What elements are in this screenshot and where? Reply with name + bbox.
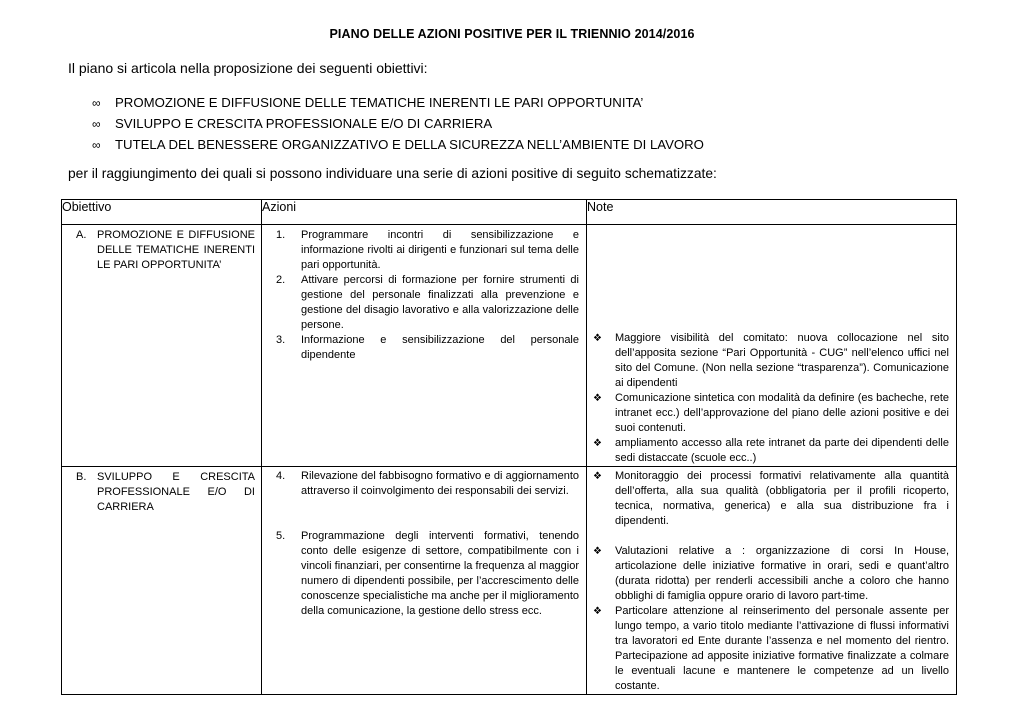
note-item xyxy=(587,331,956,391)
header-notes: Note xyxy=(587,200,957,225)
note-text: ampliamento accesso alla rete intranet da parte dei dipendenti delle sedi distaccate (scuole ecc..) xyxy=(615,437,949,464)
action-text: Attivare percorsi di formazione per fornire strumenti di gestione del personale finalizzati alla prevenzione e gestione del disagio lavorativo e alla valorizzazione delle persone. xyxy=(301,274,579,331)
actions-cell xyxy=(262,467,587,695)
note-text: Valutazioni relative a : organizzazione di corsi In House, articolazione delle iniziative formative in orari, sedi e quant’altro (durata ridotta) per renderli accessibili anche a coloro che hanno obblighi di famiglia oppure orario di lavoro part-time. xyxy=(615,545,949,602)
table-row xyxy=(62,225,957,467)
infinity-bullet-icon: ∞ xyxy=(92,138,101,152)
action-number: 4. xyxy=(276,470,286,482)
objective-text: PROMOZIONE E DIFFUSIONE DELLE TEMATICHE INERENTI LE PARI OPPORTUNITA’ xyxy=(97,229,255,271)
diamond-bullet-icon: ❖ xyxy=(593,606,602,617)
table-header-row xyxy=(62,200,957,225)
note-item xyxy=(587,436,956,466)
action-text: Programmare incontri di sensibilizzazione e informazione rivolti ai dirigenti e funzionari sul tema delle pari opportunità. xyxy=(301,229,579,271)
note-text: Monitoraggio dei processi formativi relativamente alla quantità dell’offerta, alla sua qualità (obbligatoria per il profili ricoperto, tecnica, normativa, generica) e alla sua distribuzione fra i dipendenti. xyxy=(615,470,949,527)
action-number: 2. xyxy=(276,274,286,286)
actions-cell xyxy=(262,225,587,467)
note-item xyxy=(587,391,956,436)
infinity-bullet-icon: ∞ xyxy=(92,96,101,110)
goal-text: TUTELA DEL BENESSERE ORGANIZZATIVO E DELLA SICUREZZA NELL’AMBIENTE DI LAVORO xyxy=(115,137,704,152)
goal-item xyxy=(92,134,704,155)
note-item xyxy=(587,544,956,604)
action-item xyxy=(262,469,586,499)
diamond-bullet-icon: ❖ xyxy=(593,471,602,482)
note-text: Maggiore visibilità del comitato: nuova collocazione nel sito dell’apposita sezione “Pari Opportunità - CUG” nell’elenco uffici nel sito del Comune. (Non nella sezione “trasparenza”). Comunicazione ai dipendenti xyxy=(615,332,949,389)
intro-text: Il piano si articola nella proposizione dei seguenti obiettivi: xyxy=(68,60,428,76)
actions-table xyxy=(61,199,957,695)
objective-cell xyxy=(62,225,262,467)
note-text: Comunicazione sintetica con modalità da definire (es bacheche, rete intranet ecc.) dell’approvazione del piano delle azioni positive e dei suoi contenuti. xyxy=(615,392,949,434)
goal-item xyxy=(92,113,704,134)
diamond-bullet-icon: ❖ xyxy=(593,546,602,557)
action-number: 3. xyxy=(276,334,286,346)
action-text: Programmazione degli interventi formativi, tenendo conto delle esigenze di settore, compatibilmente con i vincoli finanziari, per consentirne la frequenza al maggior numero di dipendenti possibile, per l’accrescimento delle conoscenze specialistiche ma anche per il miglioramento della comunicazione, la gestione dello stress ecc. xyxy=(301,530,579,617)
note-item xyxy=(587,604,956,694)
document-title: PIANO DELLE AZIONI POSITIVE PER IL TRIENNIO 2014/2016 xyxy=(329,27,695,41)
action-text: Rilevazione del fabbisogno formativo e di aggiornamento attraverso il coinvolgimento dei responsabili dei servizi. xyxy=(301,470,579,497)
infinity-bullet-icon: ∞ xyxy=(92,117,101,131)
note-item xyxy=(587,469,956,529)
objective-letter: B. xyxy=(76,471,87,483)
after-goals-text: per il raggiungimento dei quali si possono individuare una serie di azioni positive di seguito schematizzate: xyxy=(68,166,717,181)
objective-text: SVILUPPO E CRESCITA PROFESSIONALE E/O DI CARRIERA xyxy=(97,471,255,513)
goal-item xyxy=(92,92,704,113)
header-objective: Obiettivo xyxy=(62,200,262,225)
objective-cell xyxy=(62,467,262,695)
action-number: 1. xyxy=(276,229,286,241)
table-row xyxy=(62,467,957,695)
action-item xyxy=(262,273,586,333)
action-text: Informazione e sensibilizzazione del personale dipendente xyxy=(301,334,579,361)
objective-letter: A. xyxy=(76,229,87,241)
notes-cell xyxy=(587,467,957,695)
goals-list xyxy=(92,92,704,155)
action-item xyxy=(262,228,586,273)
diamond-bullet-icon: ❖ xyxy=(593,393,602,404)
header-actions: Azioni xyxy=(262,200,587,225)
action-item xyxy=(262,333,586,363)
goal-text: SVILUPPO E CRESCITA PROFESSIONALE E/O DI CARRIERA xyxy=(115,116,493,131)
diamond-bullet-icon: ❖ xyxy=(593,333,602,344)
diamond-bullet-icon: ❖ xyxy=(593,438,602,449)
notes-cell xyxy=(587,225,957,467)
action-item xyxy=(262,529,586,619)
goal-text: PROMOZIONE E DIFFUSIONE DELLE TEMATICHE INERENTI LE PARI OPPORTUNITA’ xyxy=(115,95,644,110)
action-number: 5. xyxy=(276,530,286,542)
note-text: Particolare attenzione al reinserimento del personale assente per lungo tempo, a vario titolo mediante l’attivazione di flussi informativi tra lavoratori ed Ente durante l’assenza e nel momento del rientro. Partecipazione ad apposite iniziative formative finalizzate a colmare le eventuali lacune e mantenere le competenze ad un livello costante. xyxy=(615,605,949,692)
